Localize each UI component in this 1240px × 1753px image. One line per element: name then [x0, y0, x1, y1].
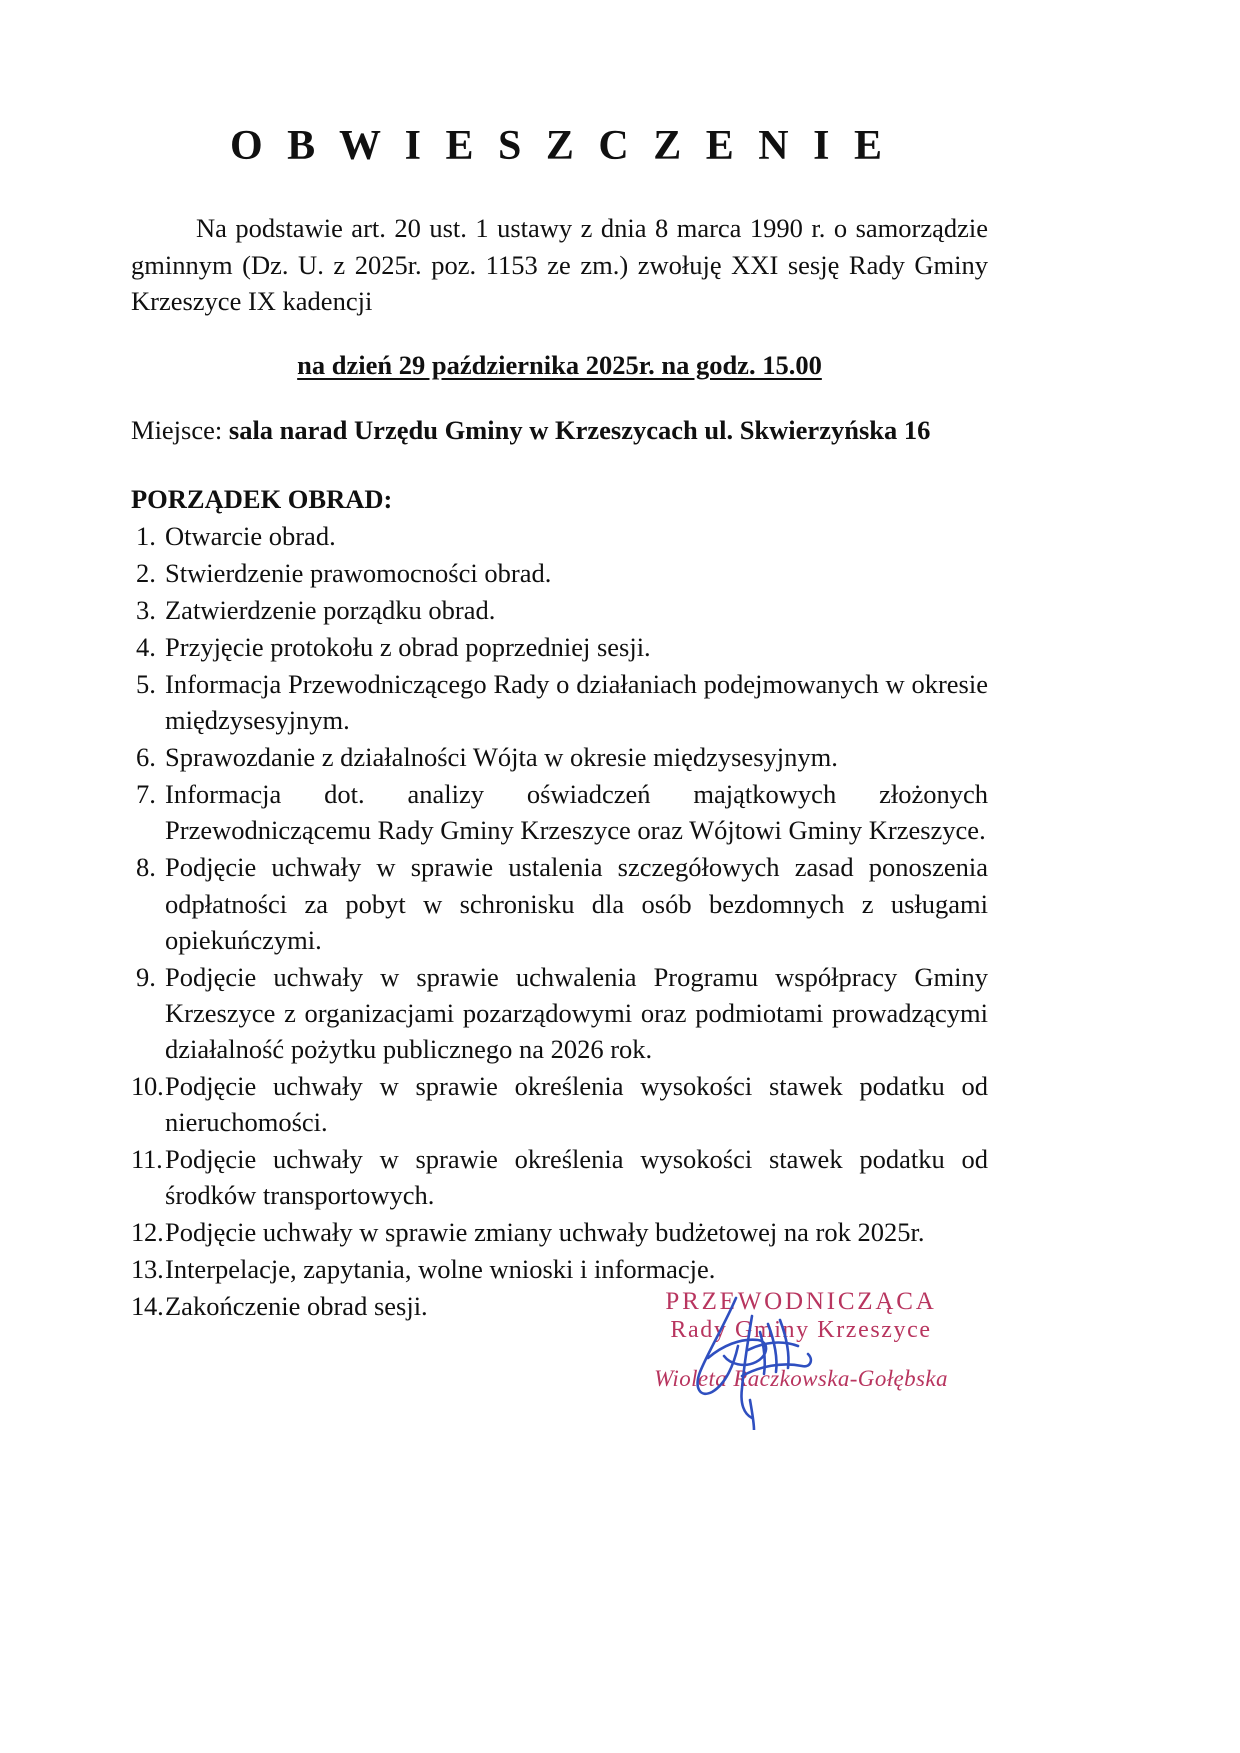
session-date-text: na dzień 29 października 2025r. na godz. 15.00 — [297, 349, 822, 380]
agenda-item-text: Zatwierdzenie porządku obrad. — [165, 595, 496, 626]
agenda-item-text: Podjęcie uchwały w sprawie określenia wysokości stawek podatku od nieruchomości. — [165, 1070, 988, 1137]
agenda-item-number: 4. — [136, 632, 156, 663]
signature-name: Wioleta Raczkowska-Gołębska — [654, 1366, 948, 1392]
agenda-item — [131, 555, 988, 591]
agenda-item — [131, 1251, 988, 1287]
venue-label: Miejsce: — [131, 415, 229, 446]
signature-body: Rady Gminy Krzeszyce — [670, 1317, 932, 1343]
agenda-item-number: 10. — [131, 1070, 164, 1101]
agenda-item-text: Stwierdzenie prawomocności obrad. — [165, 558, 552, 589]
agenda-item-text: Podjęcie uchwały w sprawie ustalenia szczegółowych zasad ponoszenia odpłatności za pobyt w schronisku dla osób bezdomnych z usługami opiekuńczymi. — [165, 852, 988, 955]
agenda-item — [131, 959, 988, 1067]
intro-paragraph: Na podstawie art. 20 ust. 1 ustawy z dnia 8 marca 1990 r. o samorządzie gminnym (Dz. U. z 2025r. poz. 1153 ze zm.) zwołuję XXI sesję Rady Gminy Krzeszyce IX kadencji — [131, 213, 988, 317]
agenda-item-text: Podjęcie uchwały w sprawie uchwalenia Programu współpracy Gminy Krzeszyce z organizacjami pozarządowymi oraz podmiotami prowadzącymi działalność pożytku publicznego na 2026 rok. — [165, 961, 988, 1064]
agenda-item-text: Otwarcie obrad. — [165, 521, 336, 552]
agenda-item-text: Podjęcie uchwały w sprawie zmiany uchwały budżetowej na rok 2025r. — [165, 1216, 925, 1247]
agenda-item — [131, 592, 988, 628]
agenda-item — [131, 518, 988, 554]
agenda-item — [131, 739, 988, 775]
agenda-item — [131, 1214, 988, 1250]
agenda-item — [131, 1141, 988, 1213]
signature-block — [636, 1288, 966, 1393]
agenda-item-text: Przyjęcie protokołu z obrad poprzedniej sesji. — [165, 632, 651, 663]
agenda-item-text: Podjęcie uchwały w sprawie określenia wysokości stawek podatku od środków transportowych. — [165, 1143, 988, 1210]
agenda-item-number: 6. — [136, 742, 156, 773]
agenda-item-text: Informacja Przewodniczącego Rady o działaniach podejmowanych w okresie międzysesyjnym. — [165, 669, 988, 736]
agenda-item — [131, 849, 988, 957]
agenda-list — [131, 518, 988, 1324]
venue-value: sala narad Urzędu Gminy w Krzeszycach ul. Skwierzyńska 16 — [228, 415, 931, 446]
agenda-item-number: 5. — [136, 669, 156, 700]
agenda-item-number: 7. — [136, 779, 156, 810]
agenda-item-text: Zakończenie obrad sesji. — [165, 1290, 428, 1321]
agenda-item-number: 9. — [136, 961, 156, 992]
agenda-item-text: Interpelacje, zapytania, wolne wnioski i informacje. — [165, 1253, 716, 1284]
agenda-item-text: Informacja dot. analizy oświadczeń majątkowych złożonych Przewodniczącemu Rady Gminy Krzeszyce oraz Wójtowi Gminy Krzeszyce. — [165, 779, 988, 846]
agenda-item-number: 11. — [131, 1143, 163, 1174]
session-date-line — [131, 348, 988, 382]
agenda-item-number: 8. — [136, 852, 156, 883]
agenda-item — [131, 629, 988, 665]
agenda-item-number: 1. — [136, 521, 156, 552]
agenda-item — [131, 1068, 988, 1140]
agenda-item-number: 14. — [131, 1290, 164, 1321]
agenda-item — [131, 776, 988, 848]
agenda-item — [131, 666, 988, 738]
agenda-item-number: 13. — [131, 1253, 164, 1284]
agenda-heading: PORZĄDEK OBRAD: — [131, 483, 393, 514]
page-title: O B W I E S Z C Z E N I E — [230, 123, 889, 169]
agenda-item-number: 3. — [136, 595, 156, 626]
venue-line — [131, 413, 988, 447]
agenda-item-number: 12. — [131, 1216, 164, 1247]
document-content — [131, 0, 988, 1324]
signature-role: PRZEWODNICZĄCA — [665, 1288, 937, 1315]
agenda-item-text: Sprawozdanie z działalności Wójta w okresie międzysesyjnym. — [165, 742, 838, 773]
agenda-item-number: 2. — [136, 558, 156, 589]
